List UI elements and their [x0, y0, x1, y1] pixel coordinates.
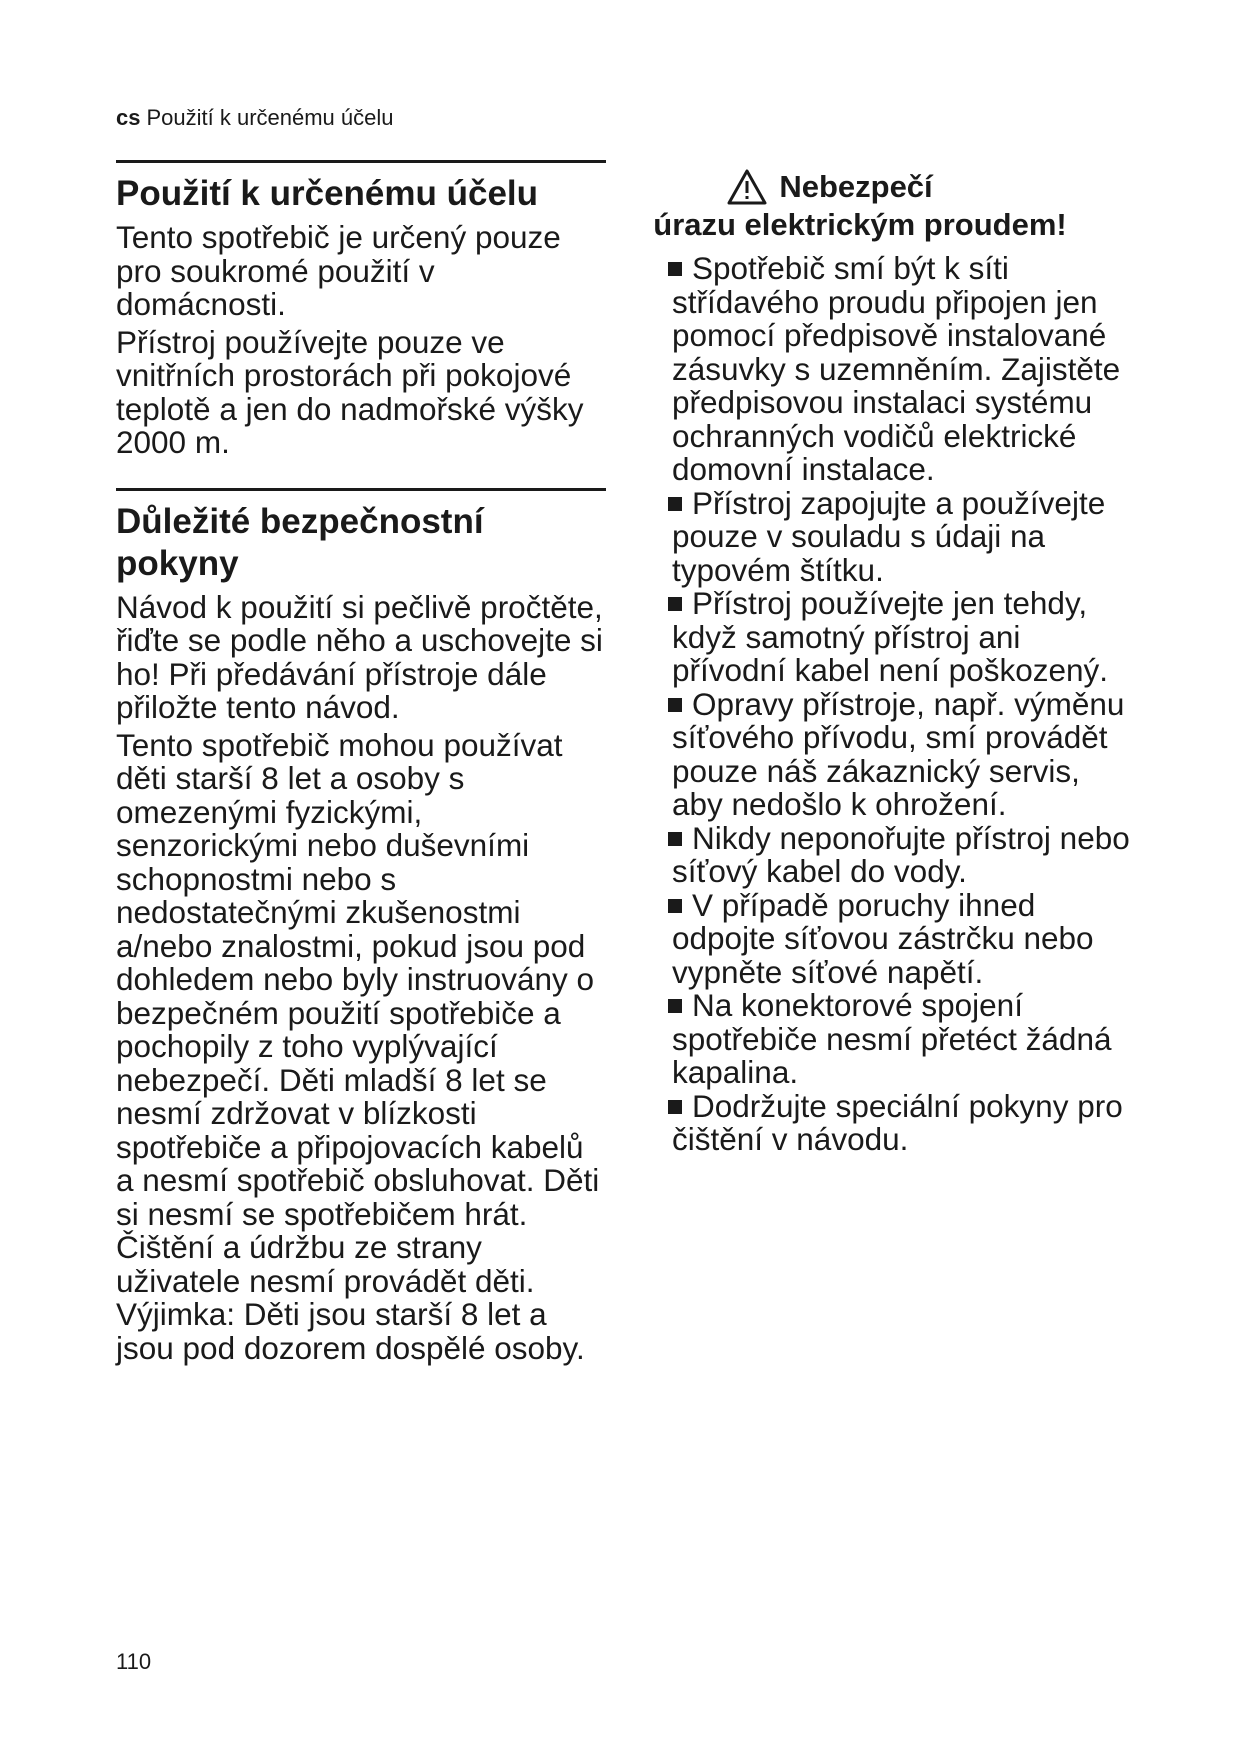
warning-triangle-icon [727, 169, 767, 205]
left-column [116, 160, 606, 1369]
bullet-icon [668, 899, 682, 913]
section-divider [116, 488, 606, 491]
paragraph: Tento spotřebič je určený pouze pro soukromé použití v domácnosti. [116, 219, 561, 322]
bullet-icon [668, 999, 682, 1013]
bullet-icon [668, 597, 682, 611]
paragraph: Tento spotřebič mohou používat děti starší 8 let a osoby s omezenými fyzickými, senzorickými nebo duševními schopnostmi nebo s nedostatečnými zkušenostmi a/nebo znalostmi, pokud jsou pod dohledem nebo byly instruovány o bezpečném použití spotřebiče a pochopily z toho vyplývající nebezpečí. Děti mladší 8 let se nesmí zdržovat v blízkosti spotřebiče a připojovacích kabelů a nesmí spotřebič obsluhovat. Děti si nesmí se spotřebičem hrát. Čištění a údržbu ze strany uživatele nesmí provádět děti. Výjimka: Děti jsou starší 8 let a jsou pod dozorem dospělé osoby. [116, 726, 600, 1366]
heading-line: Důležité bezpečnostní [116, 501, 484, 541]
list-item: Přístroj používejte jen tehdy, když samotný přístroj ani přívodní kabel není poškozený. [672, 587, 1136, 688]
page-number: 110 [116, 1649, 152, 1674]
warning-title [632, 168, 1088, 244]
header-title: Použití k určenému účelu [146, 105, 394, 130]
bullet-icon [668, 698, 682, 712]
bullet-icon [668, 1100, 682, 1114]
heading-line: pokyny [116, 543, 239, 583]
section-divider [116, 160, 606, 163]
list-item: V případě poruchy ihned odpojte síťovou zástrčku nebo vypněte síťové napětí. [672, 889, 1136, 990]
warning-title-line1: Nebezpečí [779, 169, 933, 204]
right-column [636, 168, 1136, 1157]
bullet-icon [668, 497, 682, 511]
warning-list [672, 252, 1136, 1157]
paragraph: Přístroj používejte pouze ve vnitřních prostorách při pokojové teplotě a jen do nadmořské výšky 2000 m. [116, 323, 584, 460]
list-item: Spotřebič smí být k síti střídavého proudu připojen jen pomocí předpisově instalované zásuvky s uzemněním. Zajistěte předpisovou instalaci systému ochranných vodičů elektrické domovní instalace. [672, 252, 1136, 487]
section-heading-intended-use: Použití k určenému účelu [116, 174, 539, 213]
list-item: Na konektorové spojení spotřebiče nesmí přetéct žádná kapalina. [672, 989, 1136, 1090]
list-item: Dodržujte speciální pokyny pro čištění v návodu. [672, 1090, 1136, 1157]
list-item: Přístroj zapojujte a používejte pouze v souladu s údaji na typovém štítku. [672, 487, 1136, 588]
bullet-icon [668, 832, 682, 846]
paragraph: Návod k použití si pečlivě pročtěte, řiďte se podle něho a uschovejte si ho! Při předávání přístroje dále přiložte tento návod. [116, 588, 603, 725]
section-heading-safety [116, 501, 606, 585]
list-item: Opravy přístroje, např. výměnu síťového přívodu, smí provádět pouze náš zákaznický servis, aby nedošlo k ohrožení. [672, 688, 1136, 822]
bullet-icon [668, 262, 682, 276]
list-item: Nikdy neponořujte přístroj nebo síťový kabel do vody. [672, 822, 1136, 889]
running-header [116, 104, 394, 132]
warning-title-line2: úrazu elektrickým proudem! [653, 207, 1067, 242]
language-code: cs [116, 105, 141, 130]
